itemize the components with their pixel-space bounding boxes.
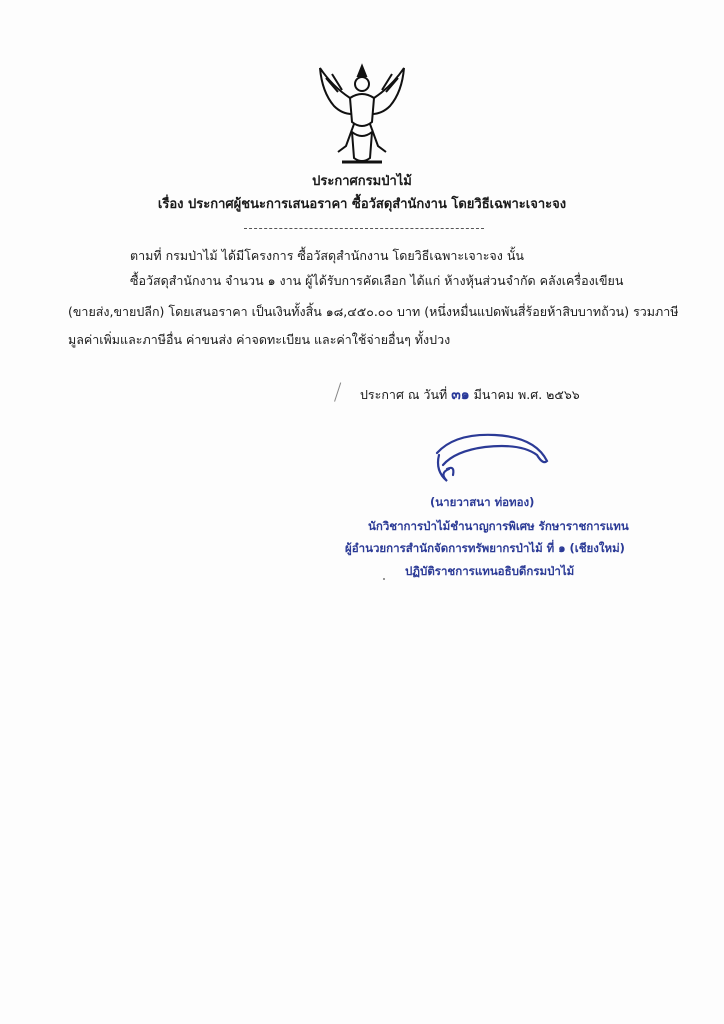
body-line-1: ตามที่ กรมป่าไม้ ได้มีโครงการ ซื้อวัสดุสำนักงาน โดยวิธีเฉพาะเจาะจง นั้น xyxy=(130,248,524,263)
body-line-4: มูลค่าเพิ่มและภาษีอื่น ค่าขนส่ง ค่าจดทะเบียน และค่าใช้จ่ายอื่นๆ ทั้งปวง xyxy=(68,332,451,347)
signer-name: (นายวาสนา ท่อทอง) xyxy=(430,495,535,509)
date-prefix: ประกาศ ณ วันที่ xyxy=(360,387,448,402)
body-line-3: (ขายส่ง,ขายปลีก) โดยเสนอราคา เป็นเงินทั้งสิ้น ๑๘,๔๕๐.๐๐ บาท (หนึ่งหมื่นแปดพันสี่ร้อยห้าสิบบาทถ้วน) รวมภาษี xyxy=(68,304,679,319)
handwritten-signature xyxy=(425,425,555,490)
signer-position-2: ผู้อำนวยการสำนักจัดการทรัพยากรป่าไม้ ที่ ๑ (เชียงใหม่) xyxy=(345,541,625,555)
margin-mark xyxy=(334,382,347,403)
date-month-year: มีนาคม พ.ศ. ๒๕๖๖ xyxy=(473,387,580,402)
signer-position-1: นักวิชาการป่าไม้ชำนาญการพิเศษ รักษาราชการแทน xyxy=(368,519,629,533)
announcement-subject: เรื่อง ประกาศผู้ชนะการเสนอราคา ซื้อวัสดุสำนักงาน โดยวิธีเฉพาะเจาะจง xyxy=(157,197,567,212)
garuda-emblem-icon xyxy=(312,62,412,170)
announcement-date xyxy=(360,384,580,406)
signer-position-3: ปฏิบัติราชการแทนอธิบดีกรมป่าไม้ xyxy=(405,564,575,578)
stray-mark xyxy=(383,578,385,580)
body-line-2: ซื้อวัสดุสำนักงาน จำนวน ๑ งาน ผู้ได้รับการคัดเลือก ได้แก่ ห้างหุ้นส่วนจำกัด คลังเครื่องเขียน xyxy=(130,273,624,288)
divider xyxy=(244,228,484,229)
date-day: ๓๑ xyxy=(451,387,470,403)
announcement-title: ประกาศกรมป่าไม้ xyxy=(312,174,412,189)
